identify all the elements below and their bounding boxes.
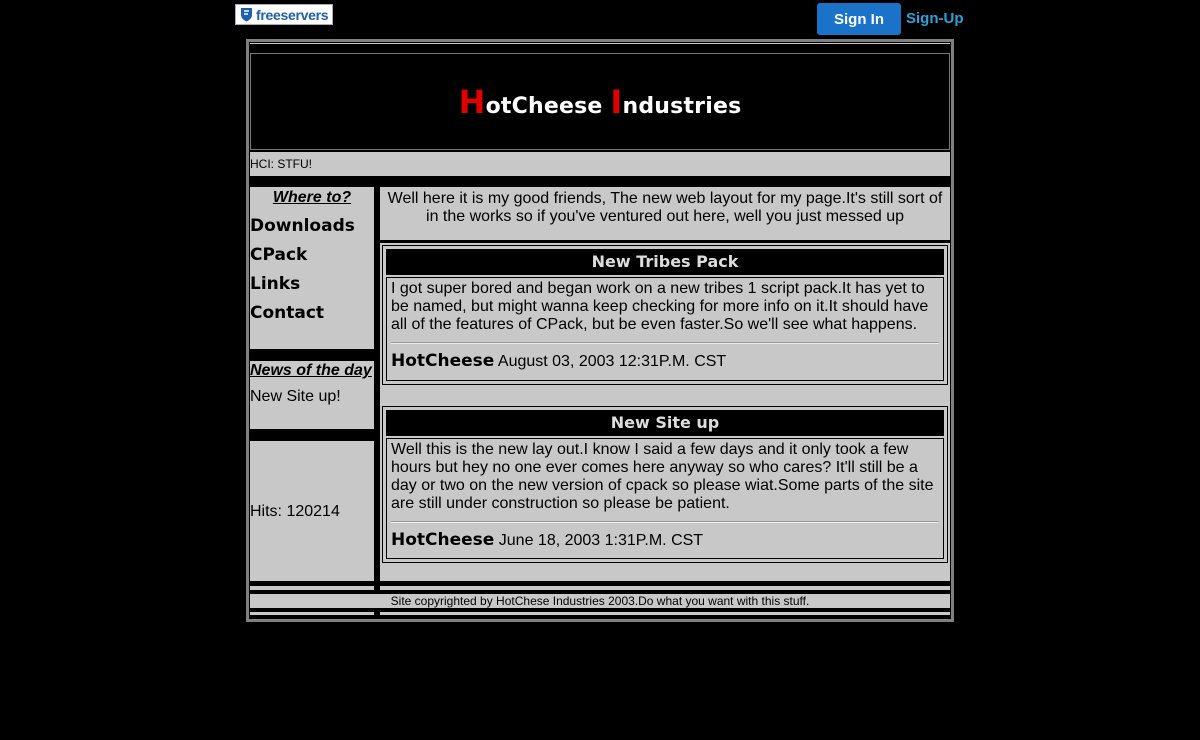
title-initial-h: H	[458, 82, 486, 121]
intro-text: Well here it is my good friends, The new web layout for my page.It's still sort of in the works so if you've ventured out here, well you just messed up	[380, 187, 950, 240]
title-initial-i: I	[610, 82, 623, 121]
hit-counter: Hits: 120214	[250, 503, 340, 520]
news-box	[250, 361, 374, 429]
tagline: HCI: STFU!	[250, 152, 950, 176]
bottom-divider-left	[250, 612, 374, 615]
title-part-1: otCheese	[485, 93, 611, 119]
nav-link-links[interactable]: Links	[250, 274, 301, 294]
post-date: August 03, 2003 12:31P.M. CST	[497, 353, 727, 370]
sidebar-nav	[250, 187, 374, 349]
post-signature	[391, 531, 939, 550]
sign-up-link[interactable]: Sign-Up	[906, 10, 964, 27]
post-panel	[382, 245, 948, 385]
news-post	[380, 404, 950, 565]
post-body	[386, 438, 944, 559]
footer-divider-left	[250, 586, 374, 590]
post-body	[386, 277, 944, 381]
sign-in-button[interactable]: Sign In	[817, 3, 901, 35]
nav-link-downloads[interactable]: Downloads	[250, 216, 355, 236]
footer-divider-right	[380, 586, 950, 590]
nav-link-cpack[interactable]: CPack	[250, 245, 308, 265]
sidebar-heading: Where to?	[272, 189, 352, 206]
news-text: New Site up!	[250, 388, 341, 405]
host-topbar	[0, 0, 1200, 40]
hits-box	[250, 441, 374, 581]
post-author: HotCheese	[391, 530, 495, 550]
post-author: HotCheese	[391, 351, 495, 371]
bottom-divider-right	[380, 612, 950, 615]
post-title: New Site up	[386, 410, 944, 436]
title-part-2: ndustries	[622, 93, 742, 119]
post-signature	[391, 352, 939, 371]
post-divider	[391, 521, 939, 523]
post-spacer	[380, 387, 950, 404]
post-panel	[382, 406, 948, 563]
freeservers-shield-icon	[239, 7, 254, 22]
site-banner	[250, 53, 950, 150]
post-text: Well this is the new lay out.I know I said a few days and it only took a few hours but hey no one ever comes here anyway so who cares? It'll still be a day or two on the new version of cpack so please wiat.Some parts of the site are still under construction so please be patient.	[391, 441, 934, 512]
nav-link-contact[interactable]: Contact	[250, 303, 325, 323]
top-divider	[250, 43, 950, 44]
site-inner	[249, 42, 951, 619]
post-text: I got super bored and began work on a new tribes 1 script pack.It has yet to be named, but might wanna keep checking for more info on it.It should have all of the features of CPack, but be even faster.So we'll see what happens.	[391, 280, 929, 333]
post-date: June 18, 2003 1:31P.M. CST	[498, 532, 704, 549]
post-divider	[391, 342, 939, 344]
site-frame	[246, 39, 954, 622]
news-post	[380, 243, 950, 387]
content-bottom-spacer	[380, 565, 950, 581]
news-heading: News of the day	[250, 362, 372, 379]
freeservers-logo-text: freeservers	[256, 6, 329, 23]
freeservers-logo[interactable]	[235, 4, 333, 25]
copyright-footer: Site copyrighted by HotChese Industries 2003.Do what you want with this stuff.	[250, 594, 950, 608]
site-title	[459, 83, 742, 121]
post-title: New Tribes Pack	[386, 249, 944, 275]
